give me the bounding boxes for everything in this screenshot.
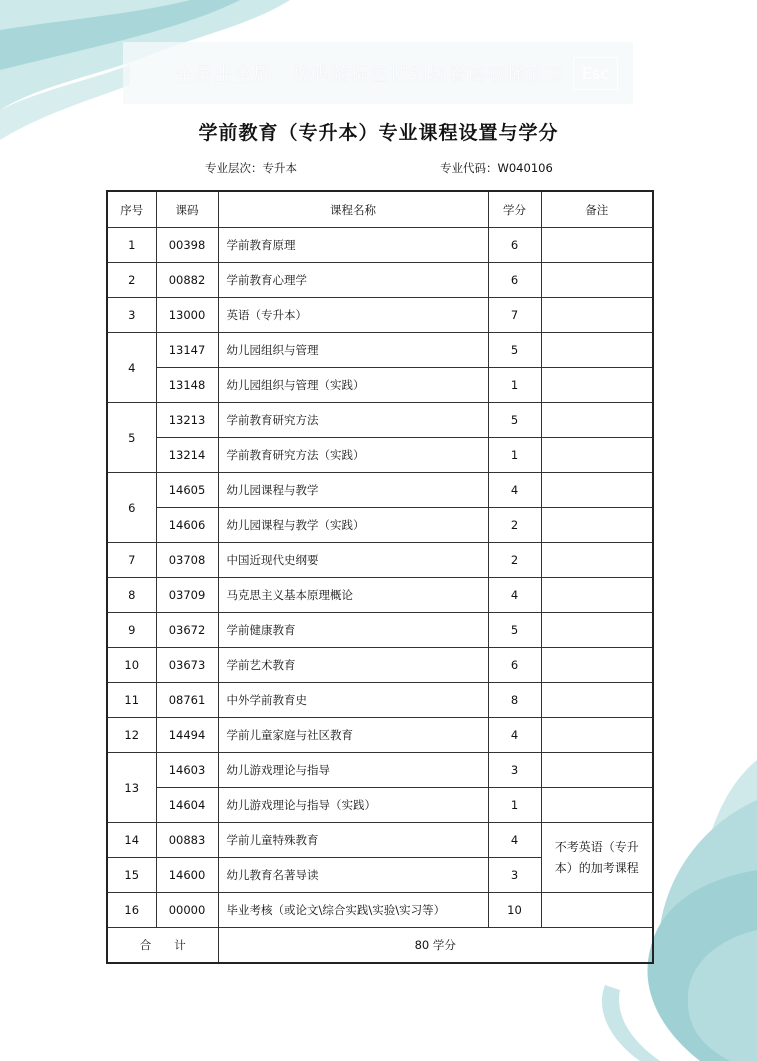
row-no: 14 (107, 823, 156, 858)
row-note (541, 683, 653, 718)
row-note (541, 228, 653, 263)
table-row (107, 718, 653, 753)
table-row (107, 508, 653, 543)
table-header-row (107, 191, 653, 228)
row-note (541, 893, 653, 928)
row-code: 14604 (156, 788, 218, 823)
table-row (107, 788, 653, 823)
table-row (107, 298, 653, 333)
row-no: 13 (107, 753, 156, 823)
row-name: 中国近现代史纲要 (218, 543, 488, 578)
row-note (541, 648, 653, 683)
row-note (541, 298, 653, 333)
row-credit: 1 (488, 788, 541, 823)
row-name: 学前教育研究方法 (218, 403, 488, 438)
table-row (107, 438, 653, 473)
header-no: 序号 (107, 191, 156, 228)
row-credit: 1 (488, 368, 541, 403)
row-credit: 2 (488, 543, 541, 578)
row-note (541, 718, 653, 753)
fullscreen-hint-overlay (123, 42, 633, 104)
row-credit: 4 (488, 823, 541, 858)
row-code: 14600 (156, 858, 218, 893)
row-name: 学前儿童特殊教育 (218, 823, 488, 858)
row-name: 学前儿童家庭与社区教育 (218, 718, 488, 753)
row-credit: 2 (488, 508, 541, 543)
row-code: 03709 (156, 578, 218, 613)
row-code: 03673 (156, 648, 218, 683)
header-code: 课码 (156, 191, 218, 228)
row-code: 14494 (156, 718, 218, 753)
table-row (107, 333, 653, 368)
row-code: 00883 (156, 823, 218, 858)
row-no: 6 (107, 473, 156, 543)
table-row (107, 473, 653, 508)
row-note (541, 543, 653, 578)
row-no: 2 (107, 263, 156, 298)
row-no: 8 (107, 578, 156, 613)
row-code: 13214 (156, 438, 218, 473)
row-credit: 5 (488, 403, 541, 438)
row-credit: 4 (488, 578, 541, 613)
row-code: 03708 (156, 543, 218, 578)
row-no: 12 (107, 718, 156, 753)
row-credit: 6 (488, 228, 541, 263)
row-note-extra-exam: 不考英语（专升本）的加考课程 (541, 823, 653, 893)
header-note: 备注 (541, 191, 653, 228)
major-level: 专业层次：专升本 (205, 161, 297, 175)
row-code: 00000 (156, 893, 218, 928)
row-note (541, 788, 653, 823)
row-name: 幼儿教育名著导读 (218, 858, 488, 893)
row-no: 4 (107, 333, 156, 403)
row-name: 学前健康教育 (218, 613, 488, 648)
row-note (541, 508, 653, 543)
row-note (541, 403, 653, 438)
table-total-row (107, 928, 653, 964)
row-note (541, 578, 653, 613)
row-credit: 5 (488, 333, 541, 368)
table-row (107, 648, 653, 683)
table-row (107, 368, 653, 403)
row-note (541, 438, 653, 473)
row-credit: 10 (488, 893, 541, 928)
row-note (541, 613, 653, 648)
row-code: 13148 (156, 368, 218, 403)
row-no: 10 (107, 648, 156, 683)
row-credit: 3 (488, 753, 541, 788)
row-code: 14605 (156, 473, 218, 508)
total-value: 80 学分 (218, 928, 653, 964)
row-code: 00398 (156, 228, 218, 263)
major-code: 专业代码：W040106 (440, 161, 553, 175)
row-note (541, 753, 653, 788)
row-name: 学前教育原理 (218, 228, 488, 263)
page-title: 学前教育（专升本）专业课程设置与学分 (198, 122, 559, 144)
row-name: 毕业考核（或论文\综合实践\实验\实习等） (218, 893, 488, 928)
row-name: 幼儿园课程与教学（实践） (218, 508, 488, 543)
row-no: 11 (107, 683, 156, 718)
esc-key-button[interactable]: Esc (573, 57, 618, 90)
fullscreen-hint-text: 全屏出全屏、按鸣随标签切到题看高视播放页 (175, 63, 566, 86)
row-credit: 4 (488, 473, 541, 508)
row-code: 08761 (156, 683, 218, 718)
table-row (107, 228, 653, 263)
row-name: 英语（专升本） (218, 298, 488, 333)
row-name: 幼儿园组织与管理 (218, 333, 488, 368)
row-code: 13213 (156, 403, 218, 438)
row-note (541, 473, 653, 508)
row-name: 幼儿游戏理论与指导（实践） (218, 788, 488, 823)
row-code: 00882 (156, 263, 218, 298)
row-no: 9 (107, 613, 156, 648)
row-name: 幼儿游戏理论与指导 (218, 753, 488, 788)
row-note (541, 263, 653, 298)
row-name: 学前教育研究方法（实践） (218, 438, 488, 473)
row-name: 学前教育心理学 (218, 263, 488, 298)
table-row (107, 823, 653, 858)
row-credit: 7 (488, 298, 541, 333)
row-no: 15 (107, 858, 156, 893)
row-note (541, 333, 653, 368)
row-no: 7 (107, 543, 156, 578)
row-name: 幼儿园组织与管理（实践） (218, 368, 488, 403)
row-code: 03672 (156, 613, 218, 648)
header-credit: 学分 (488, 191, 541, 228)
row-code: 13000 (156, 298, 218, 333)
table-row (107, 753, 653, 788)
table-row (107, 578, 653, 613)
row-name: 学前艺术教育 (218, 648, 488, 683)
row-no: 16 (107, 893, 156, 928)
row-credit: 8 (488, 683, 541, 718)
row-no: 3 (107, 298, 156, 333)
table-row (107, 893, 653, 928)
row-no: 1 (107, 228, 156, 263)
row-credit: 4 (488, 718, 541, 753)
total-label: 合 计 (107, 928, 218, 964)
row-credit: 6 (488, 263, 541, 298)
row-credit: 6 (488, 648, 541, 683)
row-credit: 3 (488, 858, 541, 893)
row-name: 马克思主义基本原理概论 (218, 578, 488, 613)
row-credit: 5 (488, 613, 541, 648)
row-name: 幼儿园课程与教学 (218, 473, 488, 508)
table-row (107, 543, 653, 578)
table-row (107, 683, 653, 718)
row-code: 14606 (156, 508, 218, 543)
table-row (107, 403, 653, 438)
table-row (107, 613, 653, 648)
course-table (106, 190, 654, 964)
table-row (107, 263, 653, 298)
row-note (541, 368, 653, 403)
row-code: 14603 (156, 753, 218, 788)
header-name: 课程名称 (218, 191, 488, 228)
row-name: 中外学前教育史 (218, 683, 488, 718)
row-credit: 1 (488, 438, 541, 473)
row-code: 13147 (156, 333, 218, 368)
row-no: 5 (107, 403, 156, 473)
